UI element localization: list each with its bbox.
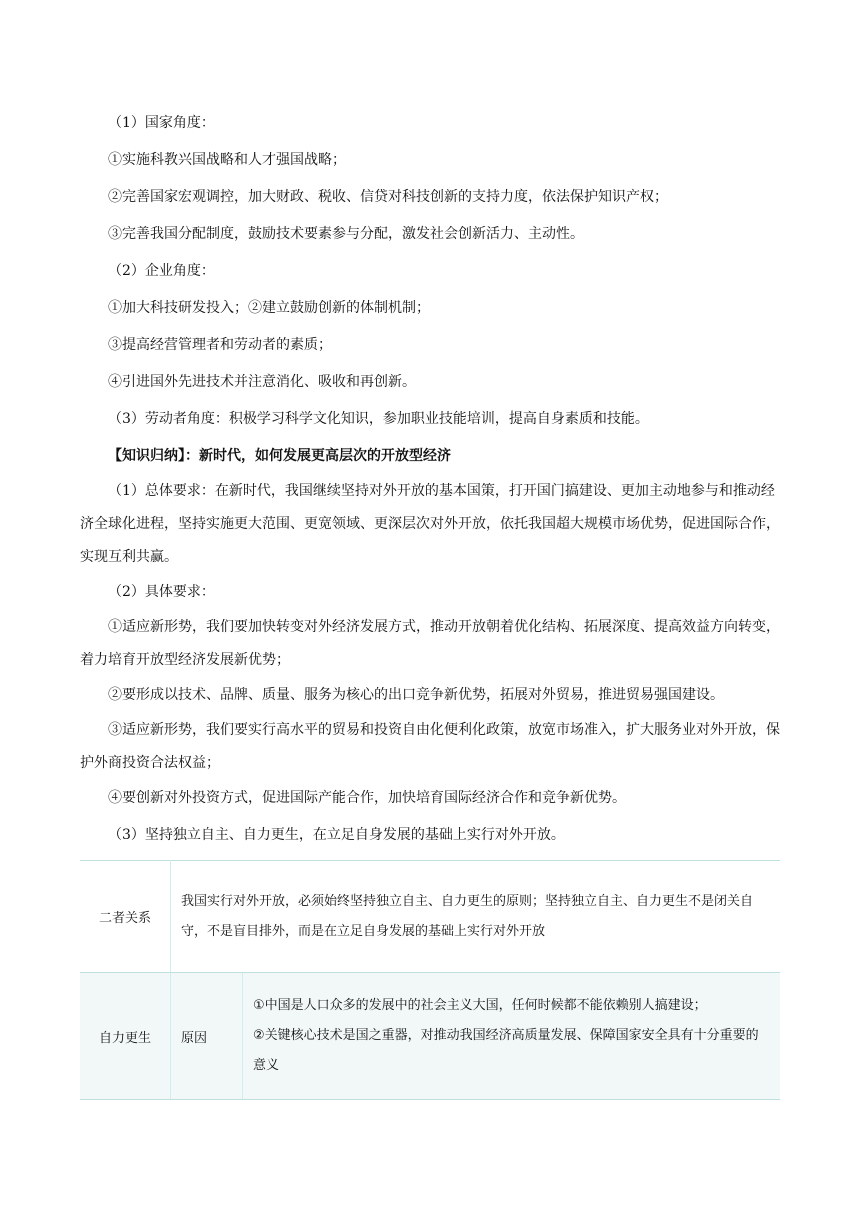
knowledge-summary-heading: 【知识归纳】：新时代，如何发展更高层次的开放型经济 [108,448,451,464]
enterprise-perspective-title: （2）企业角度： [108,263,215,279]
worker-perspective: （3）劳动者角度：积极学习科学文化知识，参加职业技能培训，提高自身素质和技能。 [108,411,649,427]
specific-item: ①适应新形势，我们要加快转变对外经济发展方式，推动开放朝着优化结构、拓展深度、提高效益方向转变，着力培育开放型经济发展新优势； [80,619,780,668]
independence-requirement: （3）坚持独立自主、自力更生，在立足自身发展的基础上实行对外开放。 [108,827,565,843]
enterprise-item: ①加大科技研发投入；②建立鼓励创新的体制机制； [108,300,430,316]
document-body [80,105,780,891]
national-perspective-title: （1）国家角度： [108,115,215,131]
row-content [243,973,781,1100]
reason-line: ②关键核心技术是国之重器，对推动我国经济高质量发展、保障国家安全具有十分重要的意义 [253,1028,759,1073]
row-content: 我国实行对外开放，必须始终坚持独立自主、自力更生的原则；坚持独立自主、自力更生不是闭关自守，不是盲目排外，而是在立足自身发展的基础上实行对外开放 [171,861,781,973]
enterprise-item: ③提高经营管理者和劳动者的素质； [108,337,332,353]
specific-item: ②要形成以技术、品牌、质量、服务为核心的出口竞争新优势，拓展对外贸易，推进贸易强国建设。 [108,687,724,703]
specific-item: ③适应新形势，我们要实行高水平的贸易和投资自由化便利化政策，放宽市场准入，扩大服务业对外开放，保护外商投资合法权益； [80,722,780,771]
specific-requirement-title: （2）具体要求： [108,584,215,600]
national-item: ①实施科教兴国战略和人才强国战略； [108,152,346,168]
reason-line: ①中国是人口众多的发展中的社会主义大国，任何时候都不能依赖别人搞建设； [253,998,707,1013]
enterprise-item: ④引进国外先进技术并注意消化、吸收和再创新。 [108,374,416,390]
row-sublabel: 原因 [171,973,243,1100]
table-row [80,861,780,973]
table-row [80,973,780,1100]
row-label: 自力更生 [80,973,171,1100]
specific-item: ④要创新对外投资方式，促进国际产能合作，加快培育国际经济合作和竞争新优势。 [108,790,626,806]
integration-table [80,860,780,1100]
national-item: ③完善我国分配制度，鼓励技术要素参与分配，激发社会创新活力、主动性。 [108,226,584,242]
national-item: ②完善国家宏观调控，加大财政、税收、信贷对科技创新的支持力度，依法保护知识产权； [108,189,668,205]
overall-requirement: （1）总体要求：在新时代，我国继续坚持对外开放的基本国策，打开国门搞建设、更加主动地参与和推动经济全球化进程，坚持实施更大范围、更宽领域、更深层次对外开放，依托我国超大规模市场优势，促进国际合作，实现互利共赢。 [80,483,780,565]
row-label: 二者关系 [80,861,171,973]
